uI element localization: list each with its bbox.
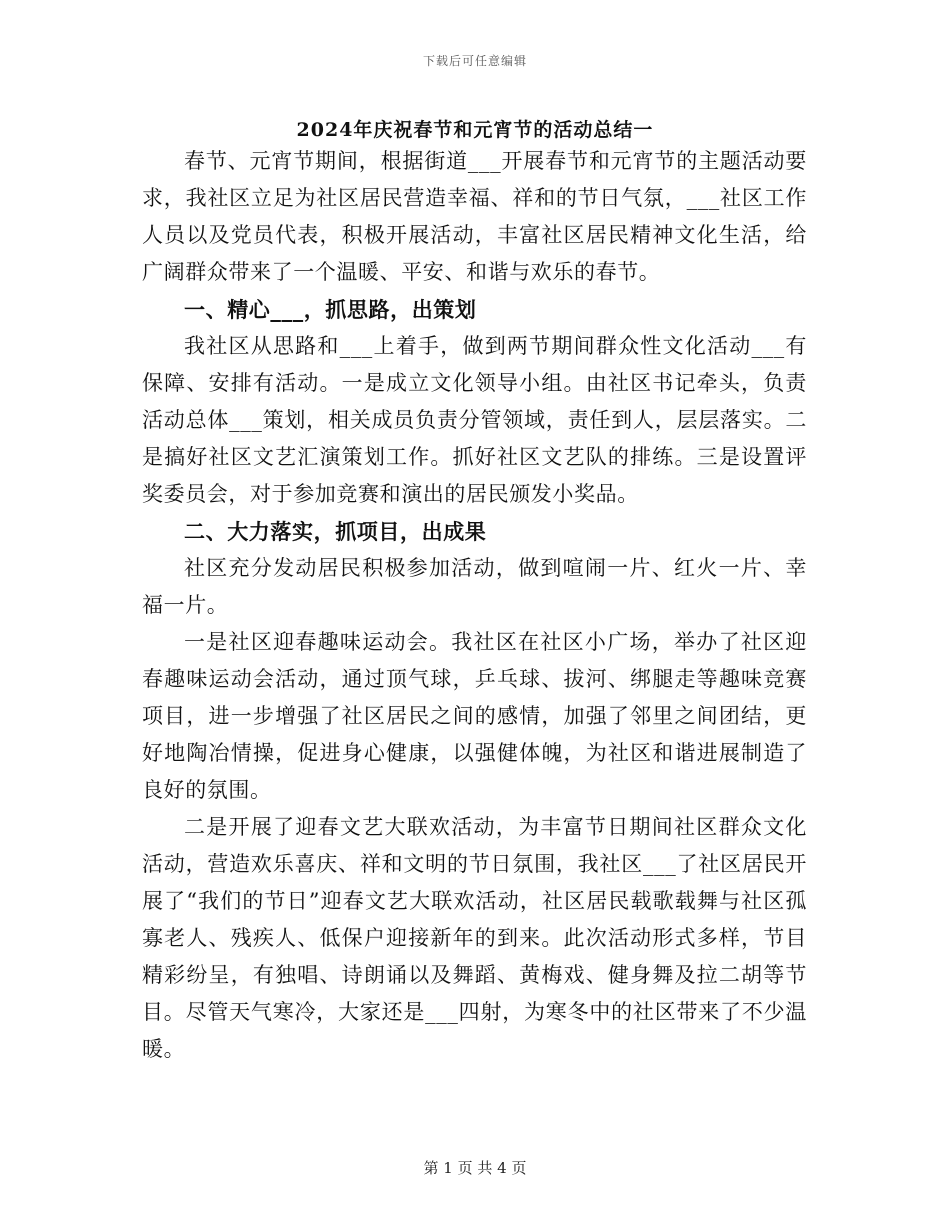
document-body xyxy=(142,143,807,1068)
section-1-paragraph: 我社区从思路和___上着手，做到两节期间群众性文化活动___有保障、安排有活动。一是成立文化领导小组。由社区书记牵头，负责活动总体___策划，相关成员负责分管领域，责任到人，层层落实。二是搞好社区文艺汇演策划工作。抓好社区文艺队的排练。三是设置评奖委员会，对于参加竞赛和演出的居民颁发小奖品。 xyxy=(142,334,807,506)
document-title: 2024年庆祝春节和元宵节的活动总结一 xyxy=(296,119,654,141)
section-2-paragraph-2: 一是社区迎春趣味运动会。我社区在社区小广场，举办了社区迎春趣味运动会活动，通过顶气球，乒乓球、拔河、绑腿走等趣味竞赛项目，进一步增强了社区居民之间的感情，加强了邻里之间团结，更好地陶冶情操，促进身心健康，以强健体魄，为社区和谐进展制造了良好的氛围。 xyxy=(142,630,807,802)
page-number: 第 1 页 共 4 页 xyxy=(423,1159,527,1177)
section-2-paragraph-1: 社区充分发动居民积极参加活动，做到喧闹一片、红火一片、幸福一片。 xyxy=(142,556,807,617)
intro-paragraph: 春节、元宵节期间，根据街道___开展春节和元宵节的主题活动要求，我社区立足为社区居民营造幸福、祥和的节日气氛，___社区工作人员以及党员代表，积极开展活动，丰富社区居民精神文化生活，给广阔群众带来了一个温暖、平安、和谐与欢乐的春节。 xyxy=(142,149,807,284)
header-note: 下载后可任意编辑 xyxy=(422,54,527,68)
section-heading-2: 二、大力落实，抓项目，出成果 xyxy=(184,519,487,544)
section-2-paragraph-3: 二是开展了迎春文艺大联欢活动，为丰富节日期间社区群众文化活动，营造欢乐喜庆、祥和文明的节日氛围，我社区___了社区居民开展了“我们的节日”迎春文艺大联欢活动，社区居民载歌载舞与社区孤寡老人、残疾人、低保户迎接新年的到来。此次活动形式多样，节目精彩纷呈，有独唱、诗朗诵以及舞蹈、黄梅戏、健身舞及拉二胡等节目。尽管天气寒冷，大家还是___四射，为寒冬中的社区带来了不少温暖。 xyxy=(142,815,807,1061)
section-heading-1: 一、精心___，抓思路，出策划 xyxy=(184,297,477,322)
